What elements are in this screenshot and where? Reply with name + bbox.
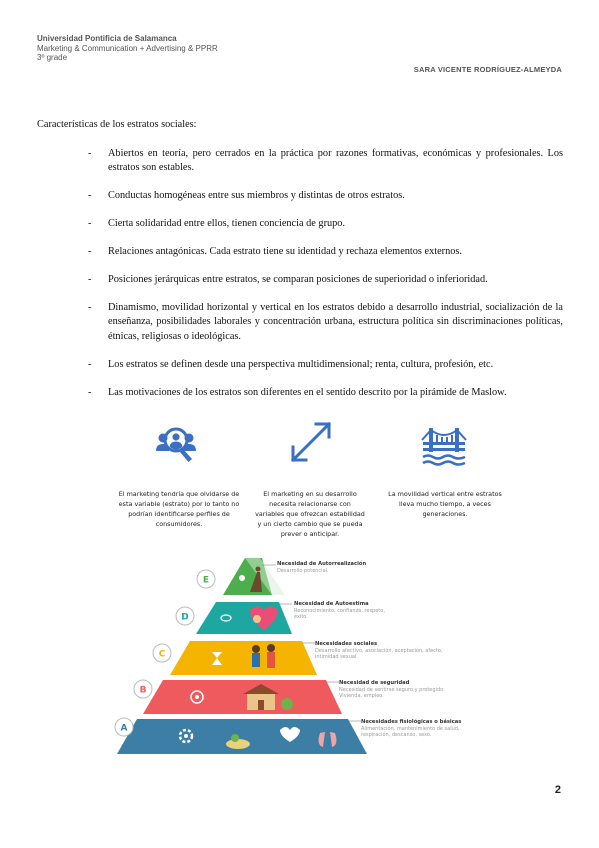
list-item-text: Abiertos en teoría, pero cerrados en la práctica por razones formativas, económicas y profesionales. Los estratos son estables. [108, 148, 563, 174]
diagonal-arrow-icon [287, 418, 335, 466]
characteristics-list [88, 147, 563, 414]
list-item-text: Posiciones jerárquicas entre estratos, se comparan posiciones de superioridad o inferioridad. [108, 274, 488, 286]
pyramid-label-title: Necesidad de Autoestima [294, 601, 369, 607]
pyramid-letter-c: C [158, 649, 166, 660]
degree-name: Marketing & Communication + Advertising & PPRR [37, 43, 218, 53]
bullet-marker: - [88, 218, 92, 230]
pyramid-level-a [117, 719, 367, 754]
infographic-text-1: El marketing tendría que olvidarse de esta variable (estrato) por lo tanto no podrían identificarse perfiles de consumidores. [118, 490, 240, 528]
list-item [88, 273, 563, 287]
list-item [88, 386, 563, 400]
header-left [37, 34, 218, 63]
pyramid-label-desc: Desarrollo afectivo, asociación, aceptación, afecto, intimidad sexual. [315, 647, 443, 660]
pyramid-label-desc: Necesidad de sentirse seguro y protegido: Vivienda, empleo. [339, 686, 445, 699]
bullet-marker: - [88, 148, 92, 159]
pyramid-label-title: Necesidades sociales [315, 641, 378, 647]
pyramid-level-c [170, 641, 317, 675]
pyramid-label-title: Necesidades fisiológicas o básicas [361, 719, 462, 725]
list-item-text: Las motivaciones de los estratos son diferentes en el sentido descrito por la pirámide de Maslow. [108, 386, 507, 398]
pyramid-label-desc: Alimentación, mantenimiento de salud, respiración, descanso, sexo. [361, 725, 460, 738]
infographic-text-2: El marketing en su desarrollo necesita relacionarse con variables que ofrezcan estabilidad y un cierto cambio que se pueda prever o anticipar. [255, 490, 365, 538]
pyramid-label-b [339, 680, 449, 700]
list-item [88, 245, 563, 259]
pyramid-level-b [143, 680, 342, 714]
pyramid-level-d [196, 602, 292, 634]
list-item-text: Cierta solidaridad entre ellos, tienen conciencia de grupo. [108, 218, 346, 230]
bullet-marker: - [88, 190, 92, 202]
bullet-marker: - [88, 302, 92, 314]
list-item [88, 217, 563, 231]
section-intro: Características de los estratos sociales: [37, 119, 197, 130]
pyramid-letter-b: B [139, 685, 147, 696]
author-name: SARA VICENTE RODRÍGUEZ-ALMEYDA [413, 65, 562, 74]
list-item-text: Los estratos se definen desde una perspectiva multidimensional; renta, cultura, profesión, etc. [108, 358, 494, 370]
pyramid-label-desc: Desarrollo potencial. [277, 567, 329, 574]
university-name: Universidad Pontificia de Salamanca [37, 34, 177, 43]
pyramid-label-e [277, 561, 387, 574]
list-item [88, 189, 563, 203]
list-item [88, 147, 563, 175]
bullet-marker: - [88, 274, 92, 286]
bullet-marker: - [88, 358, 92, 370]
list-item-text: Relaciones antagónicas. Cada estrato tiene su identidad y rechaza elementos externos. [108, 246, 462, 258]
list-item-text: Conductas homogéneas entre sus miembros y distintas de otros estratos. [108, 190, 405, 202]
infographic-text-3: La movilidad vertical entre estratos lleva mucho tiempo, a veces generaciones. [388, 490, 502, 518]
list-item [88, 301, 563, 344]
pyramid-letter-a: A [120, 723, 128, 734]
grade-label: 3º grade [37, 53, 68, 62]
maslow-pyramid [110, 548, 490, 780]
page-number: 2 [554, 784, 561, 796]
pyramid-label-d [294, 601, 394, 621]
group-search-icon [153, 424, 199, 464]
bridge-icon [421, 424, 467, 468]
pyramid-letter-e: E [202, 575, 210, 586]
bullet-marker: - [88, 246, 92, 258]
list-item-text: Dinamismo, movilidad horizontal y vertical en los estratos debido a desarrollo industrial, socialización de la enseñanza, posibilidades laborales y concentración urbana, estructura política sin discriminaciones políticas, étnicas, religiosas o ideológicas. [108, 302, 563, 342]
list-item [88, 358, 563, 372]
bullet-marker: - [88, 386, 92, 398]
pyramid-label-title: Necesidad de Autorrealización [277, 561, 367, 567]
pyramid-letter-d: D [181, 612, 189, 623]
pyramid-label-c [315, 641, 445, 661]
pyramid-label-desc: Reconocimiento, confianza, respeto, éxito. [294, 607, 385, 620]
pyramid-label-title: Necesidad de seguridad [339, 680, 410, 686]
pyramid-label-a [361, 719, 471, 739]
